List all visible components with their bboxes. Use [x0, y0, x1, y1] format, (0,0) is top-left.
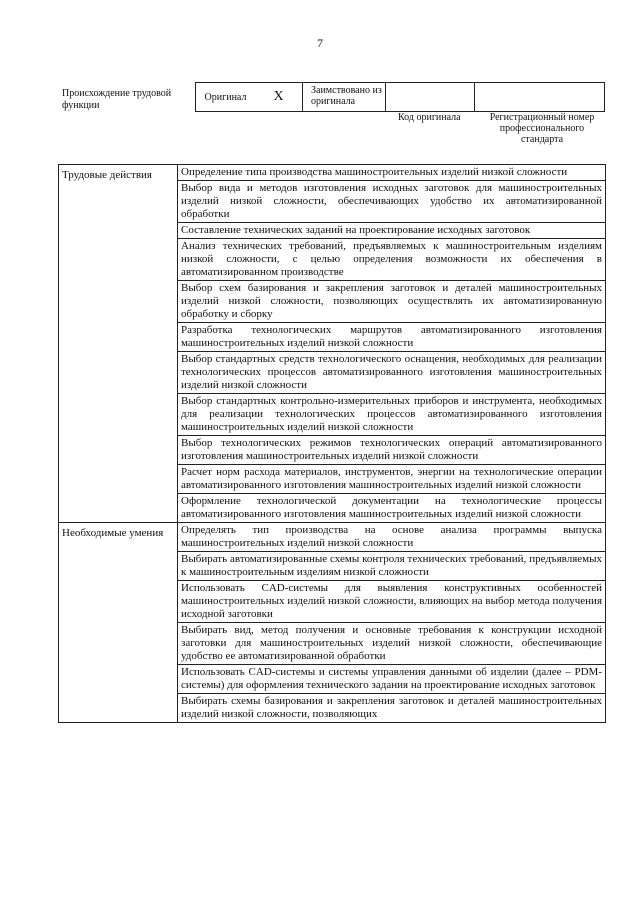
section-label-cell [59, 523, 178, 723]
table-cell-item: Выбор вида и методов изготовления исходных заготовок для машиностроительных изделий низкой сложности, обеспечивающих удобство их автоматизированной обработки [178, 181, 606, 223]
table-cell-item: Определение типа производства машиностроительных изделий низкой сложности [178, 165, 606, 181]
table-cell-item: Разработка технологических маршрутов автоматизированного изготовления машиностроительных изделий низкой сложности [178, 323, 606, 352]
origin-mark-cell: X [255, 82, 303, 112]
origin-original-cell: Оригинал [195, 82, 255, 112]
table-cell-item: Оформление технологической документации на технологические процессы автоматизированного изготовления машиностроительных изделий низкой сложности [178, 494, 606, 523]
table-cell-item: Определять тип производства на основе анализа программы выпуска машиностроительных изделий низкой сложности [178, 523, 606, 552]
table-cell-item: Выбирать схемы базирования и закрепления заготовок и деталей машиностроительных изделий низкой сложности, позволяющих [178, 694, 606, 723]
section-label: Необходимые умения [62, 527, 164, 539]
page-number: 7 [317, 36, 323, 50]
table-cell-item: Выбор схем базирования и закрепления заготовок и деталей машиностроительных изделий низкой сложности, позволяющих осуществлять их автоматизированную обработку и сборку [178, 281, 606, 323]
table-cell-item: Анализ технических требований, предъявляемых к машиностроительным изделиям низкой сложности, с целью определения возможности их обеспечения в автоматизированном производстве [178, 239, 606, 281]
labor-function-table [58, 164, 606, 723]
code-original-label: Код оригинала [398, 112, 461, 123]
table-cell-item: Расчет норм расхода материалов, инструментов, энергии на технологические операции автоматизированного изготовления машиностроительных изделий низкой сложности [178, 465, 606, 494]
table-cell-item: Использовать CAD-системы для выявления конструктивных особенностей машиностроительных изделий низкой сложности, влияющих на выбор метода получения исходной заготовки [178, 581, 606, 623]
origin-reg-cell [475, 82, 605, 112]
origin-label: Происхождение трудовой функции [62, 88, 172, 111]
table-cell-item: Выбирать автоматизированные схемы контроля технических требований, предъявляемых к машиностроительным изделиям низкой сложности [178, 552, 606, 581]
table-cell-item: Выбирать вид, метод получения и основные требования к конструкции исходной заготовки для машиностроительных изделий низкой сложности, обеспечивающие удобство ее автоматизированной обработки [178, 623, 606, 665]
table-cell-item: Выбор стандартных контрольно-измерительных приборов и инструмента, необходимых для реализации технологических процессов автоматизированного изготовления машиностроительных изделий низкой сложности [178, 394, 606, 436]
table-cell-item: Выбор технологических режимов технологических операций автоматизированного изготовления машиностроительных изделий низкой сложности [178, 436, 606, 465]
section-label: Трудовые действия [62, 169, 152, 181]
section-label-cell [59, 165, 178, 523]
table-cell-item: Составление технических заданий на проектирование исходных заготовок [178, 223, 606, 239]
registration-number-label: Регистрационный номер профессионального стандарта [489, 112, 595, 145]
table-row [59, 523, 606, 552]
origin-table [195, 82, 605, 112]
table-row [59, 165, 606, 181]
origin-code-cell [385, 82, 475, 112]
origin-borrowed-cell: Заимствовано из оригинала [303, 82, 385, 112]
table-cell-item: Выбор стандартных средств технологического оснащения, необходимых для реализации технологических процессов автоматизированного изготовления машиностроительных изделий низкой сложности [178, 352, 606, 394]
table-cell-item: Использовать CAD-системы и системы управления данными об изделии (далее – PDM-системы) для оформления технического задания на проектирование исходных заготовок [178, 665, 606, 694]
